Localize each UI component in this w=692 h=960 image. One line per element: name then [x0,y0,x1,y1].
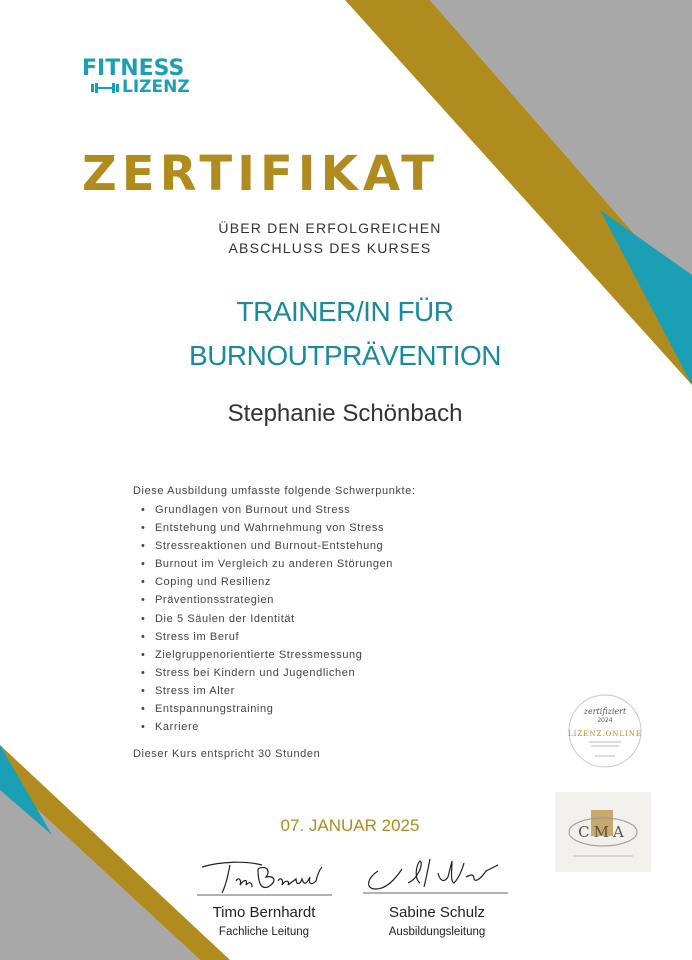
topics-list [141,501,393,736]
course-line-1: TRAINER/IN FÜR [236,296,454,327]
list-item: • Die 5 Säulen der Identität [141,610,393,628]
hours-note: Dieser Kurs entspricht 30 Stunden [133,748,321,760]
list-item: • Stressreaktionen und Burnout-Entstehung [141,537,393,555]
logo-line-1: FITNESS [82,56,185,81]
list-item: • Zielgruppenorientierte Stressmessung [141,646,393,664]
issue-date: 07. JANUAR 2025 [280,816,420,835]
list-item: • Coping und Resilienz [141,573,393,591]
signatory-role-2: Ausbildungsleitung [388,926,486,938]
course-line-2: BURNOUTPRÄVENTION [189,340,501,371]
signatory-role-1: Fachliche Leitung [218,926,310,938]
list-item: • Burnout im Vergleich zu anderen Störungen [141,555,393,573]
list-item: • Stress im Beruf [141,628,393,646]
cma-emblem [555,792,651,872]
course-title [130,290,560,378]
signatory-name-1: Timo Bernhardt [212,904,316,921]
certification-seal [555,690,655,772]
topics-intro: Diese Ausbildung umfasste folgende Schwerpunkte: [133,485,416,497]
fitness-lizenz-logo [82,58,212,102]
list-item: • Grundlagen von Burnout und Stress [141,501,393,519]
subtitle-line-1: ÜBER DEN ERFOLGREICHEN [218,220,442,236]
seal-line-1: zertifiziert [583,707,627,716]
cma-badge [555,792,651,872]
seal-year: 2024 [597,717,613,724]
recipient-name: Stephanie Schönbach [227,400,463,427]
certificate-title: ZERTIFIKAT [82,146,440,202]
cma-text: CMA [578,823,628,841]
signature-image-1 [192,855,337,900]
seal-line-2: LIZENZ.ONLINE [568,730,642,738]
logo-line-2: LIZENZ [122,77,190,97]
list-item: • Karriere [141,718,393,736]
dumbbell-icon [90,82,120,94]
subtitle-line-2: ABSCHLUSS DES KURSES [228,240,432,256]
list-item: • Präventionsstrategien [141,591,393,609]
signatory-name-2: Sabine Schulz [389,904,485,921]
list-item: • Stress bei Kindern und Jugendlichen [141,664,393,682]
list-item: • Stress im Alter [141,682,393,700]
signature-image-2 [358,853,513,898]
list-item: • Entstehung und Wahrnehmung von Stress [141,519,393,537]
list-item: • Entspannungstraining [141,700,393,718]
certificate-subtitle [200,218,460,258]
